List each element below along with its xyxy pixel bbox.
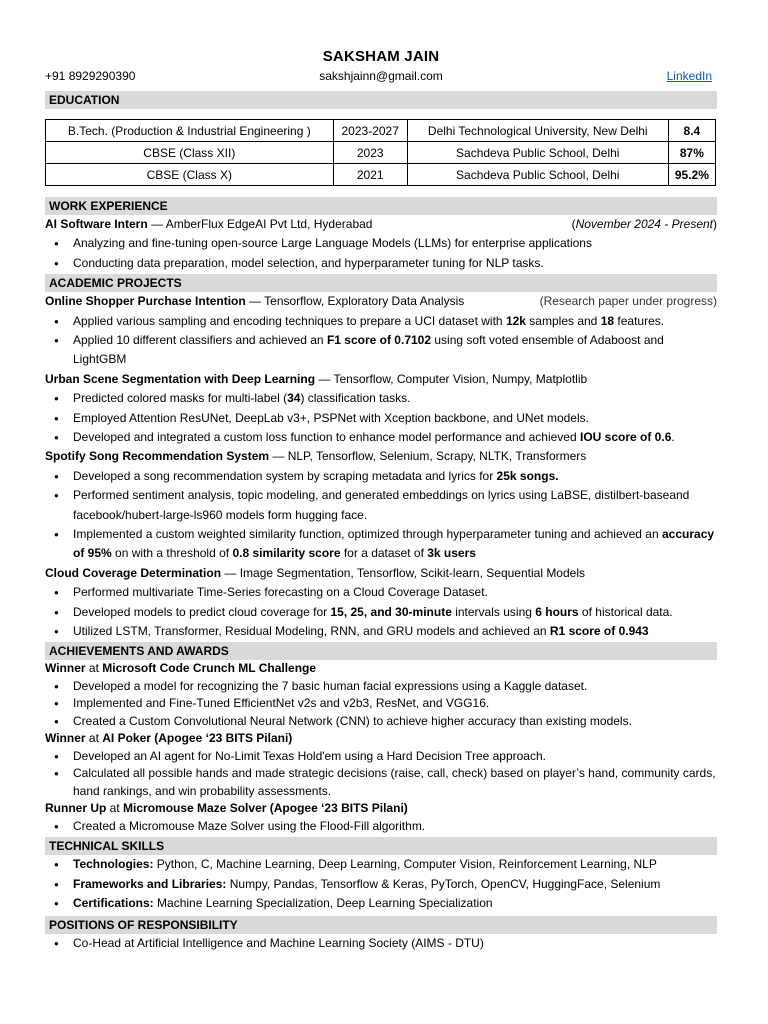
section-header-projects: ACADEMIC PROJECTS xyxy=(45,274,717,292)
achievement-bullets xyxy=(45,818,717,836)
contact-line xyxy=(45,67,717,85)
section-header-work: WORK EXPERIENCE xyxy=(45,197,717,215)
phone-number: +91 8929290390 xyxy=(45,69,136,83)
table-row xyxy=(46,120,716,142)
list-item: ● Developed models to predict cloud coverage for 15, 25, and 30-minute intervals using 6 hours of historical data. xyxy=(45,603,717,622)
list-item: ● Performed multivariate Time-Series forecasting on a Cloud Coverage Dataset. xyxy=(45,583,717,602)
list-item: ● Developed an AI agent for No-Limit Texas Hold'em using a Hard Decision Tree approach. xyxy=(45,748,717,766)
job-company: — AmberFlux EdgeAI Pvt Ltd, Hyderabad xyxy=(147,217,373,231)
list-item: ● Developed a song recommendation system by scraping metadata and lyrics for 25k songs. xyxy=(45,467,717,486)
list-item: ● Utilized LSTM, Transformer, Residual Modeling, RNN, and GRU models and achieved an R1 score of 0.943 xyxy=(45,622,717,641)
achievement-bullets xyxy=(45,678,717,731)
degree-cell: CBSE (Class XII) xyxy=(46,142,334,164)
project-bullets xyxy=(45,312,717,370)
section-header-achievements: ACHIEVEMENTS AND AWARDS xyxy=(45,642,717,660)
list-item: ● Developed a model for recognizing the 7 basic human facial expressions using a Kaggle dataset. xyxy=(45,678,717,696)
project-bullets xyxy=(45,583,717,641)
list-item: ● Performed sentiment analysis, topic modeling, and generated embeddings on lyrics using LaBSE, distilbert-baseand facebook/hubert-large-ls960 models form hugging face. xyxy=(45,486,717,525)
job-date: (November 2024 - Present) xyxy=(571,217,717,231)
list-item: ● Co-Head at Artificial Intelligence and Machine Learning Society (AIMS - DTU) xyxy=(45,934,717,953)
list-item: ● Calculated all possible hands and made strategic decisions (raise, call, check) based on player’s hand, community cards, hand rankings, and win probability assessments. xyxy=(45,765,717,800)
school-cell: Sachdeva Public School, Delhi xyxy=(407,164,668,186)
list-item: ● Predicted colored masks for multi-label (34) classification tasks. xyxy=(45,389,717,408)
list-item: ● Implemented and Fine-Tuned EfficientNet v2s and v2b3, ResNet, and VGG16. xyxy=(45,695,717,713)
achievement-title: Winner at AI Poker (Apogee ‘23 BITS Pilani) xyxy=(45,731,293,746)
list-item: ● Implemented a custom weighted similarity function, optimized through hyperparameter tuning and achieved an accuracy of 95% on with a threshold of 0.8 similarity score for a dataset of 3k users xyxy=(45,525,717,564)
list-item: ● Created a Custom Convolutional Neural Network (CNN) to achieve higher accuracy than existing models. xyxy=(45,713,717,731)
degree-cell: B.Tech. (Production & Industrial Engineering ) xyxy=(46,120,334,142)
work-bullets xyxy=(45,234,717,273)
project-bullets xyxy=(45,389,717,447)
section-header-skills: TECHNICAL SKILLS xyxy=(45,837,717,855)
linkedin-link[interactable]: LinkedIn xyxy=(666,69,712,83)
achievement-title: Runner Up at Micromouse Maze Solver (Apogee ‘23 BITS Pilani) xyxy=(45,801,408,816)
project-bullets xyxy=(45,467,717,564)
list-item: ● Developed and integrated a custom loss function to enhance model performance and achieved IOU score of 0.6. xyxy=(45,428,717,447)
table-row xyxy=(46,164,716,186)
work-entry xyxy=(45,215,717,234)
school-cell: Sachdeva Public School, Delhi xyxy=(407,142,668,164)
section-header-positions: POSITIONS OF RESPONSIBILITY xyxy=(45,916,717,934)
list-item: ● Applied 10 different classifiers and achieved an F1 score of 0.7102 using soft voted ensemble of Adaboost and LightGBM xyxy=(45,331,717,370)
positions-list xyxy=(45,934,717,953)
project-status: (Research paper under progress) xyxy=(539,294,717,309)
list-item: ● Created a Micromouse Maze Solver using the Flood-Fill algorithm. xyxy=(45,818,717,836)
list-item: ● Employed Attention ResUNet, DeepLab v3+, PSPNet with Xception backbone, and UNet models. xyxy=(45,409,717,428)
list-item: ● Technologies: Python, C, Machine Learning, Deep Learning, Computer Vision, Reinforcement Learning, NLP xyxy=(45,855,717,874)
grade-cell: 95.2% xyxy=(668,164,715,186)
achievement-bullets xyxy=(45,748,717,801)
year-cell: 2021 xyxy=(333,164,407,186)
resume-page xyxy=(45,48,717,953)
grade-cell: 8.4 xyxy=(668,120,715,142)
list-item: ● Applied various sampling and encoding techniques to prepare a UCI dataset with 12k samples and 18 features. xyxy=(45,312,717,331)
education-table xyxy=(45,119,716,186)
list-item: ● Frameworks and Libraries: Numpy, Pandas, Tensorflow & Keras, PyTorch, OpenCV, HuggingFace, Selenium xyxy=(45,875,717,894)
project-title: Online Shopper Purchase Intention — Tensorflow, Exploratory Data Analysis (Research paper under progress) xyxy=(45,292,717,311)
project-title: Cloud Coverage Determination — Image Segmentation, Tensorflow, Scikit-learn, Sequential Models xyxy=(45,565,585,580)
section-header-education: EDUCATION xyxy=(45,91,717,109)
project-title: Spotify Song Recommendation System — NLP, Tensorflow, Selenium, Scrapy, NLTK, Transformers xyxy=(45,449,587,464)
table-row xyxy=(46,142,716,164)
list-item: ● Analyzing and fine-tuning open-source Large Language Models (LLMs) for enterprise applications xyxy=(45,234,717,253)
grade-cell: 87% xyxy=(668,142,715,164)
skills-list xyxy=(45,855,717,913)
school-cell: Delhi Technological University, New Delhi xyxy=(407,120,668,142)
list-item: ● Certifications: Machine Learning Specialization, Deep Learning Specialization xyxy=(45,894,717,913)
achievement-title: Winner at Microsoft Code Crunch ML Challenge xyxy=(45,661,317,676)
list-item: ● Conducting data preparation, model selection, and hyperparameter tuning for NLP tasks. xyxy=(45,254,717,273)
email-address: sakshjainn@gmail.com xyxy=(319,69,443,83)
year-cell: 2023 xyxy=(333,142,407,164)
degree-cell: CBSE (Class X) xyxy=(46,164,334,186)
project-title: Urban Scene Segmentation with Deep Learning — Tensorflow, Computer Vision, Numpy, Matplotlib xyxy=(45,371,588,386)
candidate-name: SAKSHAM JAIN xyxy=(322,48,440,65)
job-role: AI Software Intern xyxy=(45,217,148,231)
year-cell: 2023-2027 xyxy=(333,120,407,142)
